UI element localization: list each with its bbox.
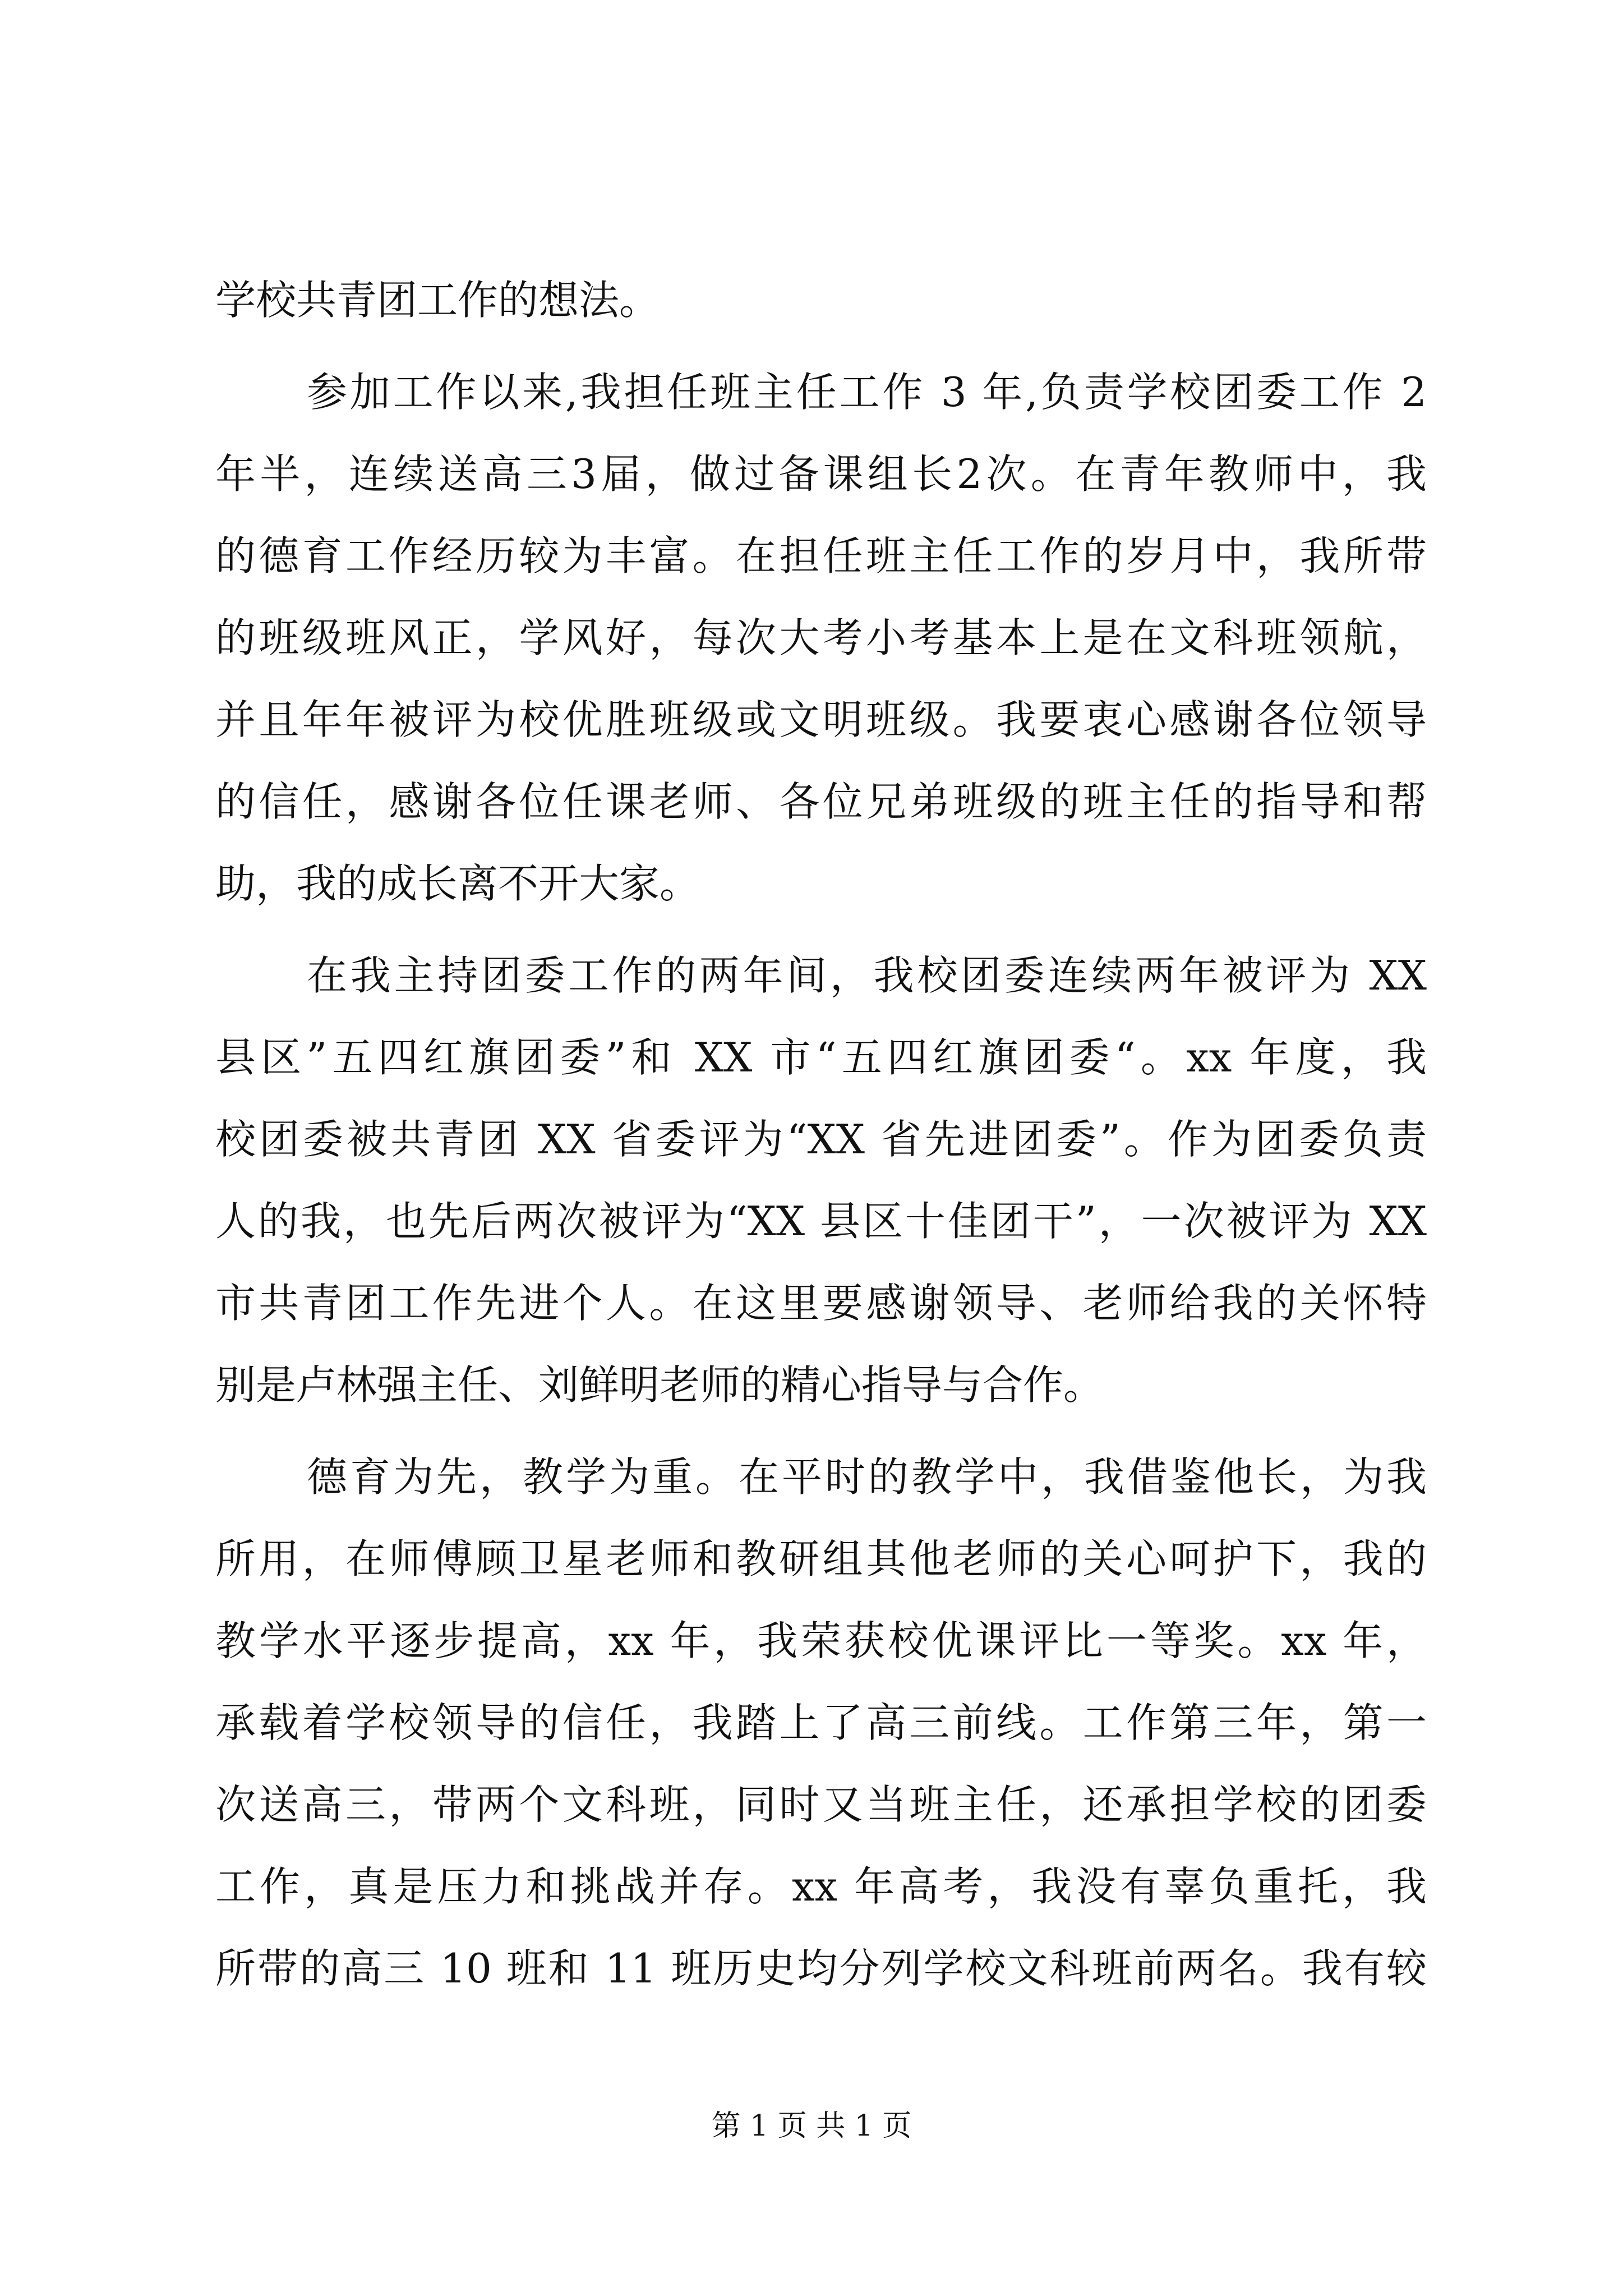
text-line: 所用，在师傅顾卫星老师和教研组其他老师的关心呵护下，我的 bbox=[215, 1535, 1427, 1582]
text-line: 所带的高三 10 班和 11 班历史均分列学校文科班前两名。我有较 bbox=[215, 1945, 1427, 1992]
text-line: 在我主持团委工作的两年间，我校团委连续两年被评为 XX bbox=[307, 952, 1427, 999]
text-line: 教学水平逐步提高，xx 年，我荣获校优课评比一等奖。xx 年， bbox=[215, 1617, 1427, 1664]
text-line: 年半，连续送高三3届，做过备课组长2次。在青年教师中，我 bbox=[215, 450, 1427, 498]
text-line: 的德育工作经历较为丰富。在担任班主任工作的岁月中，我所带 bbox=[215, 532, 1427, 579]
page-footer: 第 1 页 共 1 页 bbox=[711, 2109, 912, 2143]
text-line: 的信任，感谢各位任课老师、各位兄弟班级的班主任的指导和帮 bbox=[215, 778, 1427, 825]
text-line: 承载着学校领导的信任，我踏上了高三前线。工作第三年，第一 bbox=[215, 1699, 1427, 1746]
text-line: 德育为先，教学为重。在平时的教学中，我借鉴他长，为我 bbox=[307, 1453, 1427, 1501]
text-line: 别是卢林强主任、刘鲜明老师的精心指导与合作。 bbox=[215, 1361, 1104, 1409]
text-line: 校团委被共青团 XX 省委评为“XX 省先进团委”。作为团委负责 bbox=[215, 1116, 1427, 1163]
text-line: 的班级班风正，学风好，每次大考小考基本上是在文科班领航， bbox=[215, 614, 1427, 661]
text-line: 工作，真是压力和挑战并存。xx 年高考，我没有辜负重托，我 bbox=[215, 1863, 1427, 1910]
text-line: 学校共青团工作的想法。 bbox=[215, 277, 660, 324]
text-line: 参加工作以来,我担任班主任工作 3 年,负责学校团委工作 2 bbox=[307, 369, 1427, 416]
text-line: 并且年年被评为校优胜班级或文明班级。我要衷心感谢各位领导 bbox=[215, 696, 1427, 743]
text-line: 助，我的成长离不开大家。 bbox=[215, 860, 700, 907]
text-line: 县区”五四红旗团委”和 XX 市“五四红旗团委“。xx 年度，我 bbox=[215, 1034, 1427, 1081]
text-line: 人的我，也先后两次被评为“XX 县区十佳团干”，一次被评为 XX bbox=[215, 1198, 1427, 1245]
text-line: 市共青团工作先进个人。在这里要感谢领导、老师给我的关怀特 bbox=[215, 1280, 1427, 1327]
text-line: 次送高三，带两个文科班，同时又当班主任，还承担学校的团委 bbox=[215, 1781, 1427, 1828]
